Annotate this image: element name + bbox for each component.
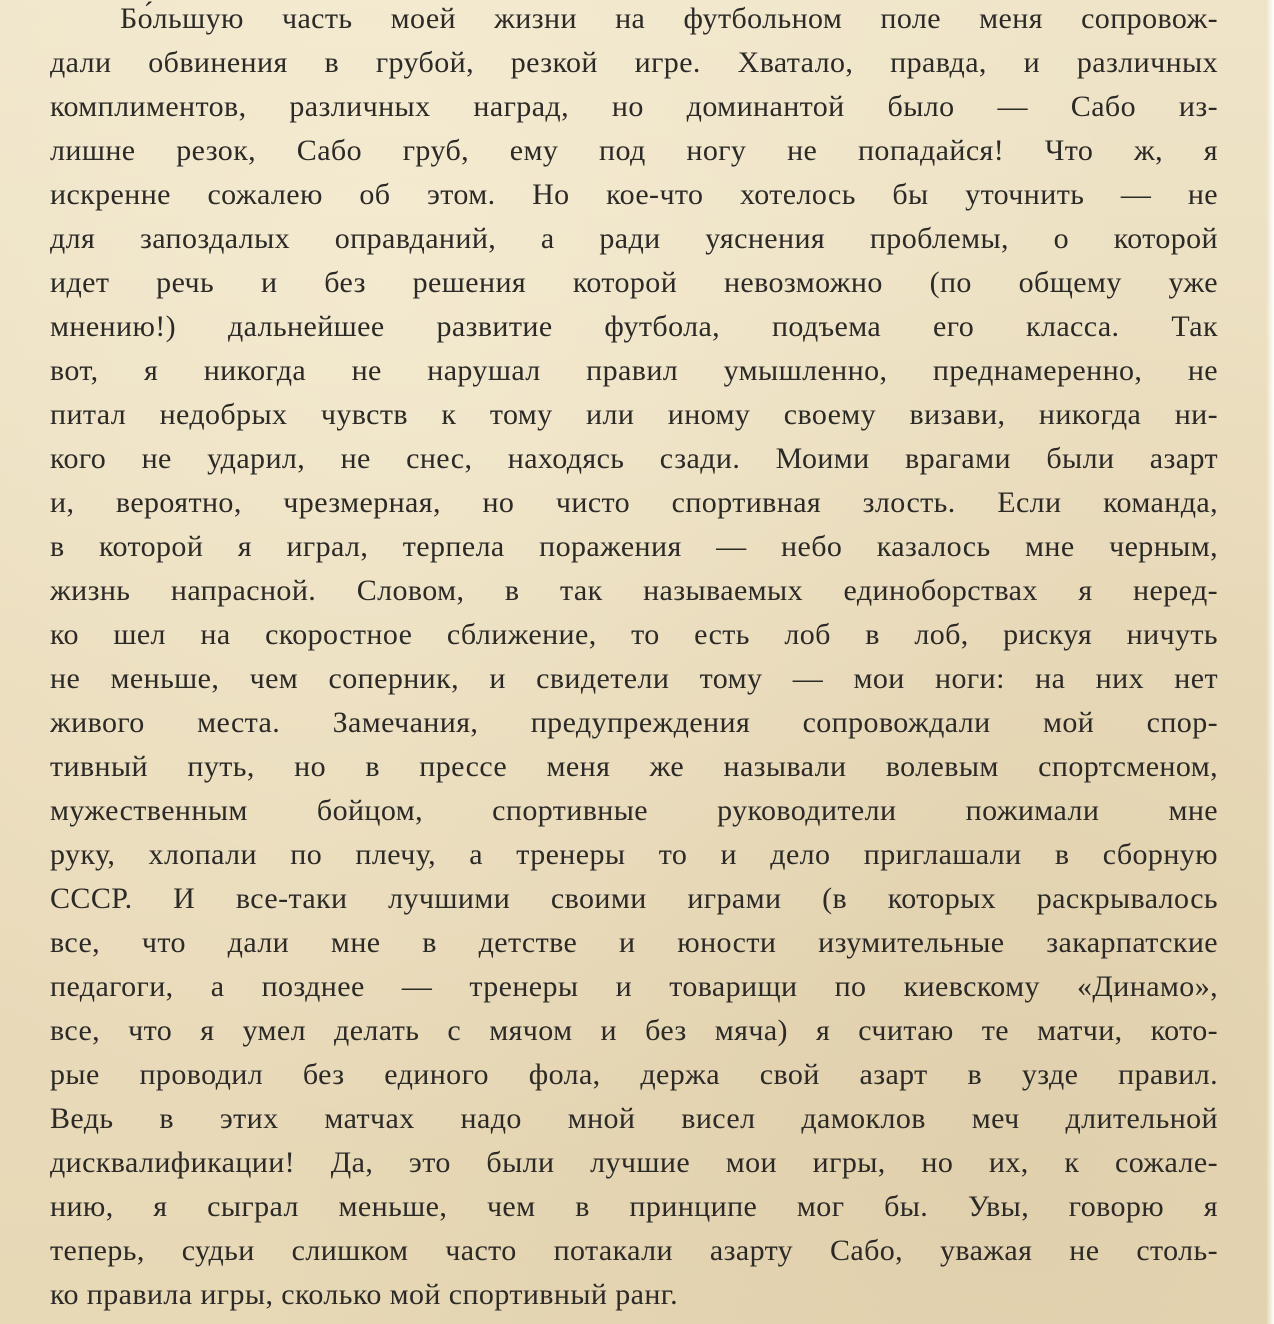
text-line: вот, я никогда не нарушал правил умышленно, преднамеренно, не	[50, 354, 1218, 387]
text-line: искренне сожалею об этом. Но кое-что хотелось бы уточнить — не	[50, 178, 1218, 211]
text-line: мнению!) дальнейшее развитие футбола, подъема его класса. Так	[50, 310, 1218, 343]
text-line: дали обвинения в грубой, резкой игре. Хватало, правда, и различных	[50, 46, 1218, 79]
text-line: не меньше, чем соперник, и свидетели тому — мои ноги: на них нет	[50, 662, 1218, 695]
text-line: нию, я сыграл меньше, чем в принципе мог бы. Увы, говорю я	[50, 1190, 1218, 1223]
text-line: ко шел на скоростное сближение, то есть лоб в лоб, рискуя ничуть	[50, 618, 1218, 651]
text-line: питал недобрых чувств к тому или иному своему визави, никогда ни-	[50, 398, 1218, 431]
text-line: теперь, судьи слишком часто потакали азарту Сабо, уважая не столь-	[50, 1234, 1218, 1267]
text-line: лишне резок, Сабо груб, ему под ногу не попадайся! Что ж, я	[50, 134, 1218, 167]
text-line: комплиментов, различных наград, но доминантой было — Сабо из-	[50, 90, 1218, 123]
text-line: идет речь и без решения которой невозможно (по общему уже	[50, 266, 1218, 299]
body-paragraph	[50, 0, 1218, 1320]
text-line: все, что я умел делать с мячом и без мяча) я считаю те матчи, кото-	[50, 1014, 1218, 1047]
text-line: для запоздалых оправданий, а ради уяснения проблемы, о которой	[50, 222, 1218, 255]
page-edge	[1266, 0, 1274, 1324]
text-line: живого места. Замечания, предупреждения сопровождали мой спор-	[50, 706, 1218, 739]
text-line: Бо́льшую часть моей жизни на футбольном поле меня сопровож-	[120, 2, 1218, 35]
text-line: Ведь в этих матчах надо мной висел дамоклов меч длительной	[50, 1102, 1218, 1135]
text-line: жизнь напрасной. Словом, в так называемых единоборствах я неред-	[50, 574, 1218, 607]
text-line: в которой я играл, терпела поражения — небо казалось мне черным,	[50, 530, 1218, 563]
text-line: педагоги, а позднее — тренеры и товарищи по киевскому «Динамо»,	[50, 970, 1218, 1003]
text-line: руку, хлопали по плечу, а тренеры то и дело приглашали в сборную	[50, 838, 1218, 871]
text-line: дисквалификации! Да, это были лучшие мои игры, но их, к сожале-	[50, 1146, 1218, 1179]
text-line: СССР. И все-таки лучшими своими играми (в которых раскрывалось	[50, 882, 1218, 915]
text-line: кого не ударил, не снес, находясь сзади. Моими врагами были азарт	[50, 442, 1218, 475]
text-line: и, вероятно, чрезмерная, но чисто спортивная злость. Если команда,	[50, 486, 1218, 519]
text-line: тивный путь, но в прессе меня же называли волевым спортсменом,	[50, 750, 1218, 783]
text-line: ко правила игры, сколько мой спортивный ранг.	[50, 1278, 679, 1311]
text-line: все, что дали мне в детстве и юности изумительные закарпатские	[50, 926, 1218, 959]
text-line: рые проводил без единого фола, держа свой азарт в узде правил.	[50, 1058, 1218, 1091]
text-line: мужественным бойцом, спортивные руководители пожимали мне	[50, 794, 1218, 827]
